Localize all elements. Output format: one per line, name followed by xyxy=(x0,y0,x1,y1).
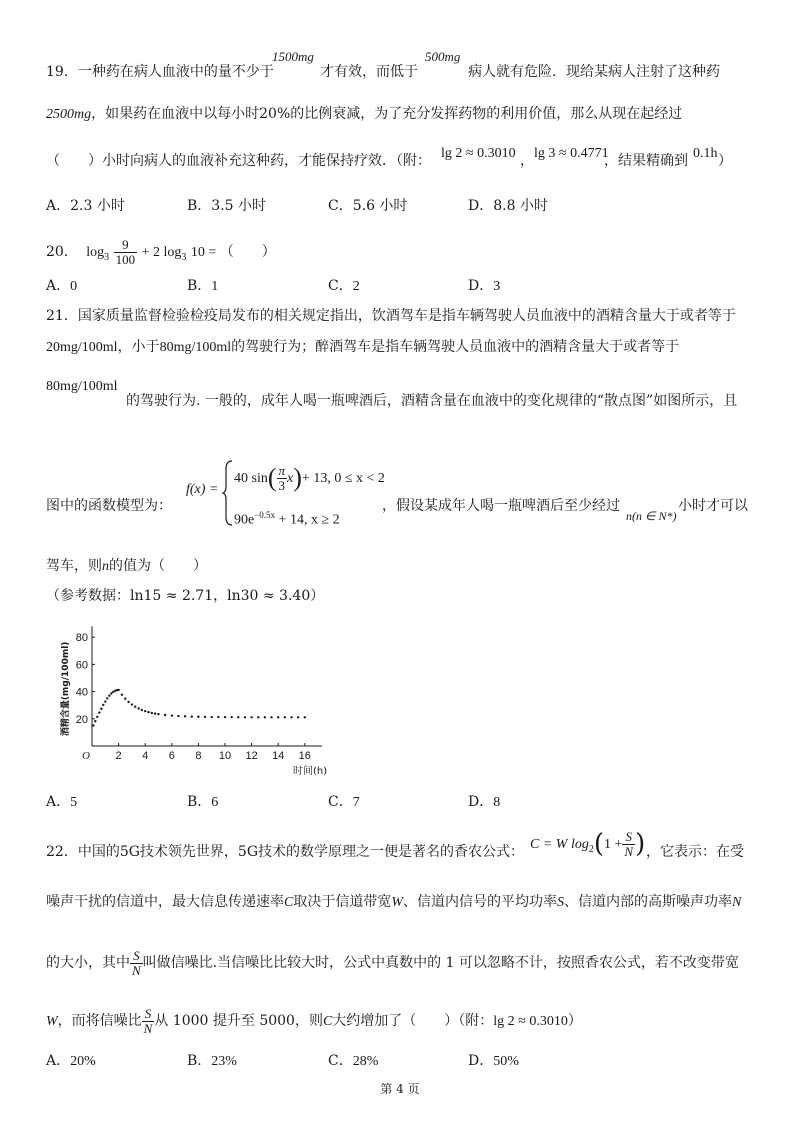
y-tick-label: 80 xyxy=(75,632,88,645)
origin-label: O xyxy=(82,750,90,762)
data-point xyxy=(284,716,286,718)
data-point xyxy=(108,694,110,696)
q21-hours-text: 小时才可以 xyxy=(678,498,748,514)
page-number: 第 4 页 xyxy=(380,1082,420,1096)
q21-line-5: 驾车，则n的值为（ ） xyxy=(46,558,207,574)
q19-line-2: 2500mg，如果药在血液中以每小时20%的比例衰减，为了充分发挥药物的利用价值，那么从现在起经过 xyxy=(46,106,683,122)
data-point xyxy=(224,716,226,718)
shannon-formula: C = W $\log_2(1$ + $\frac{S}{N}$ ) xyxy=(530,828,646,859)
q19-line-1c: 病人就有危险．现给某病人注射了这种药 xyxy=(468,64,720,80)
lg2-approx: lg 2 ≈ 0.3010 xyxy=(441,146,516,161)
comma: ， xyxy=(520,153,534,169)
data-point xyxy=(127,701,129,703)
data-point xyxy=(244,716,246,718)
y-tick-label: 40 xyxy=(75,686,88,699)
data-point xyxy=(184,715,186,717)
data-point xyxy=(147,711,149,713)
y-tick-label: 60 xyxy=(75,659,88,672)
data-point xyxy=(154,712,156,714)
close-paren: ） xyxy=(718,153,732,169)
data-point xyxy=(191,715,193,717)
q21-assume-text: ，假设某成年人喝一瓶啤酒后至少经过 xyxy=(382,498,620,514)
case-2: $90e^{-0.5x} + 14$, x ≥ 2 xyxy=(234,510,340,528)
q19-option-a[interactable]: A．2.3 小时 xyxy=(46,198,125,214)
x-axis-label: 时间(h) xyxy=(293,766,328,777)
data-point xyxy=(157,713,159,715)
data-point xyxy=(171,714,173,716)
x-tick-label: 6 xyxy=(168,750,175,762)
q22-option-d[interactable]: D．50% xyxy=(468,1053,519,1069)
data-point xyxy=(304,716,306,718)
data-point xyxy=(112,691,114,693)
data-point xyxy=(100,708,102,710)
danger-dose-value: 500mg xyxy=(425,49,461,64)
data-point xyxy=(124,697,126,699)
data-point xyxy=(121,694,123,696)
fraction-9-100: $\frac{9}{100}$ xyxy=(115,236,136,267)
data-point xyxy=(230,716,232,718)
x-tick-label: 14 xyxy=(272,750,285,762)
data-point xyxy=(92,724,94,726)
data-point xyxy=(270,716,272,718)
question-number: 20． xyxy=(46,244,78,260)
q21-model-label: 图中的函数模型为： xyxy=(46,498,172,514)
n-set: n(n ∈ N*) xyxy=(626,509,677,523)
precision-text: ，结果精确到 xyxy=(604,153,688,169)
q22-line-4: W，而将信噪比 $\frac{S}{N}$ 从 1000 提升至 5000，则C大约增加了（ ）（附：lg 2 ≈ 0.3010） xyxy=(46,1005,582,1036)
x-tick-label: 16 xyxy=(298,750,311,762)
q19-line-1: 19．一种药在病人血液中的量不少于 xyxy=(46,64,274,80)
q21-option-b[interactable]: B．6 xyxy=(187,794,219,810)
question-number: 22． xyxy=(46,844,78,860)
case-1: 40 sin( $\frac{\pi}{3}$ x)+ 13, 0 ≤ x < 2 xyxy=(234,463,385,494)
q21-line-2: 20mg/100ml，小于80mg/100ml的驾驶行为；醉酒驾车是指车辆驾驶人员血液中的酒精含量大于或者等于 xyxy=(46,339,680,355)
question-number: 21． xyxy=(46,308,78,324)
q19-option-b[interactable]: B．3.5 小时 xyxy=(187,198,267,214)
effective-dose-value: 1500mg xyxy=(272,49,314,64)
data-point xyxy=(197,716,199,718)
x-tick-label: 12 xyxy=(245,750,258,762)
q22-line-2: 噪声干扰的信道中，最大信息传递速率C取决于信道带宽W、信道内信号的平均功率S、信道内部的高斯噪声功率N xyxy=(46,894,742,910)
precision-value: 0.1h xyxy=(693,146,718,161)
q20-option-c[interactable]: C．2 xyxy=(328,278,360,294)
data-point xyxy=(164,714,166,716)
fx-label: f(x) = xyxy=(186,482,219,497)
y-tick-label: 20 xyxy=(75,713,88,726)
x-tick-label: 10 xyxy=(218,750,232,762)
y-axis-label: 酒精含量(mg/100ml) xyxy=(61,641,71,737)
q22-line-1: 22．中国的5G技术领先世界，5G技术的数学原理之一便是著名的香农公式： xyxy=(46,844,525,860)
data-point xyxy=(104,700,106,702)
q20-line: 20． $\log_3$ $\frac{9}{100}$ + 2 $\log_3 10$ = （ ） xyxy=(46,236,276,267)
data-point xyxy=(177,715,179,717)
data-point xyxy=(290,716,292,718)
data-point xyxy=(237,716,239,718)
q22-line-1b: ，它表示：在受 xyxy=(646,844,744,860)
data-point xyxy=(151,712,153,714)
data-point xyxy=(211,716,213,718)
alcohol-scatter-chart xyxy=(52,620,342,780)
q22-option-b[interactable]: B．23% xyxy=(187,1053,237,1069)
data-point xyxy=(204,716,206,718)
q19-option-c[interactable]: C．5.6 小时 xyxy=(328,198,408,214)
x-tick-label: 2 xyxy=(115,750,122,762)
data-point xyxy=(257,716,259,718)
q19-line-1b: 才有效，而低于 xyxy=(320,64,418,80)
q21-line-1: 21．国家质量监督检验检疫局发布的相关规定指出，饮酒驾车是指车辆驾驶人员血液中的酒精含量大于或者等于 xyxy=(46,308,736,324)
q20-option-a[interactable]: A．0 xyxy=(46,278,78,294)
q22-line-3: 的大小，其中 $\frac{S}{N}$ 叫做信噪比.当信噪比比较大时，公式中真数中的 1 可以忽略不计，按照香农公式，若不改变带宽 xyxy=(46,947,739,978)
data-point xyxy=(297,716,299,718)
data-point xyxy=(117,689,119,691)
x-tick-label: 8 xyxy=(195,750,202,762)
data-point xyxy=(134,705,136,707)
data-point xyxy=(98,711,100,713)
data-point xyxy=(131,703,133,705)
data-point xyxy=(102,704,104,706)
q19-line-3: （ ）小时向病人的血液补充这种药，才能保持疗效．（附： xyxy=(46,153,431,169)
question-number: 19． xyxy=(46,64,78,80)
data-point xyxy=(96,716,98,718)
x-tick-label: 4 xyxy=(142,750,149,762)
data-point xyxy=(217,716,219,718)
data-point xyxy=(110,692,112,694)
q20-option-d[interactable]: D．3 xyxy=(468,278,501,294)
q20-option-b[interactable]: B．1 xyxy=(187,278,219,294)
data-point xyxy=(106,697,108,699)
q21-value-80: 80mg/100ml xyxy=(46,379,118,394)
q22-option-a[interactable]: A．20% xyxy=(46,1053,96,1069)
data-point xyxy=(277,716,279,718)
q22-option-c[interactable]: C．28% xyxy=(328,1053,379,1069)
data-point xyxy=(94,720,96,722)
q21-option-c[interactable]: C．7 xyxy=(328,794,360,810)
q21-line-3: 的驾驶行为. 一般的，成年人喝一瓶啤酒后，酒精含量在血液中的变化规律的“散点图”如图所示，且 xyxy=(126,393,738,409)
q19-option-d[interactable]: D．8.8 小时 xyxy=(468,198,548,214)
q21-option-a[interactable]: A．5 xyxy=(46,794,78,810)
piecewise-brace xyxy=(222,459,234,527)
q21-option-d[interactable]: D．8 xyxy=(468,794,501,810)
data-point xyxy=(250,716,252,718)
lg3-approx: lg 3 ≈ 0.4771 xyxy=(534,146,609,161)
data-point xyxy=(144,710,146,712)
data-point xyxy=(137,707,139,709)
q21-reference: （参考数据：ln15 ≈ 2.71，ln30 ≈ 3.40） xyxy=(46,588,325,604)
data-point xyxy=(264,716,266,718)
data-point xyxy=(141,709,143,711)
